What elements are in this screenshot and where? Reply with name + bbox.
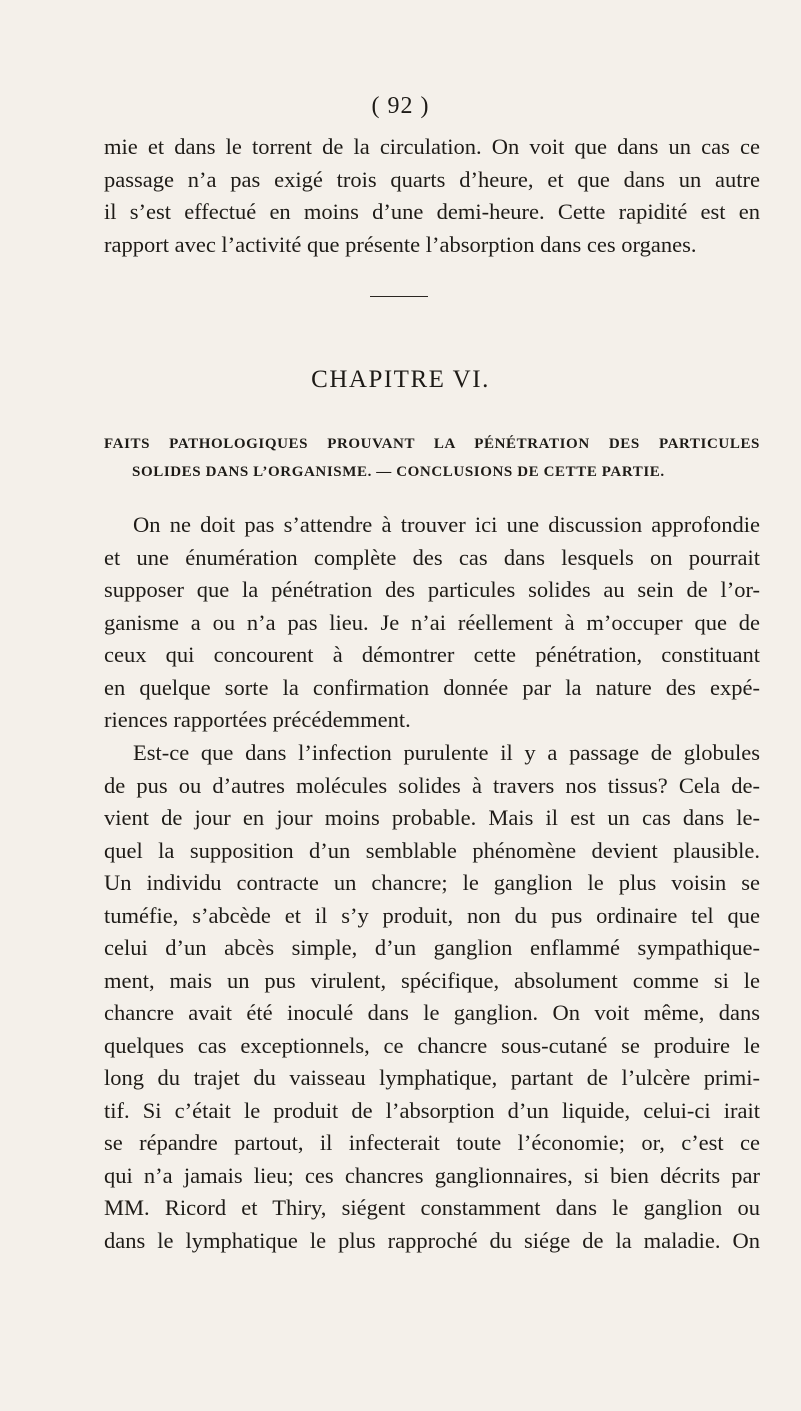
- text-line: de pus ou d’autres molécules solides à travers nos tissus? Cela de-: [104, 772, 760, 798]
- subtitle-line: SOLIDES DANS L’ORGANISME. — CONCLUSIONS DE CETTE PARTIE.: [132, 464, 665, 480]
- text-line: quelques cas exceptionnels, ce chancre sous-cutané se produire le: [104, 1032, 760, 1058]
- text-line: dans le lymphatique le plus rapproché du siége de la maladie. On: [104, 1227, 760, 1253]
- section-divider: [370, 296, 428, 297]
- text-line: mie et dans le torrent de la circulation. On voit que dans un cas ce: [104, 134, 760, 159]
- text-line: en quelque sorte la confirmation donnée par la nature des expé-: [104, 674, 760, 700]
- text-line: supposer que la pénétration des particules solides au sein de l’or-: [104, 577, 760, 602]
- text-line: ment, mais un pus virulent, spécifique, absolument comme si le: [104, 967, 760, 993]
- text-line: ganisme a ou n’a pas lieu. Je n’ai réellement à m’occuper que de: [104, 609, 760, 635]
- page-number: ( 92 ): [371, 93, 430, 119]
- text-line: MM. Ricord et Thiry, siégent constamment dans le ganglion ou: [104, 1195, 760, 1220]
- text-line: riences rapportées précédemment.: [104, 707, 411, 732]
- text-line: tuméfie, s’abcède et il s’y produit, non du pus ordinaire tel que: [104, 902, 760, 928]
- text-line: et une énumération complète des cas dans lesquels on pourrait: [104, 544, 760, 570]
- text-line: long du trajet du vaisseau lymphatique, partant de l’ulcère primi-: [104, 1065, 760, 1090]
- text-line: vient de jour en jour moins probable. Mais il est un cas dans le-: [104, 805, 760, 830]
- text-line: celui d’un abcès simple, d’un ganglion enflammé sympathique-: [104, 935, 760, 960]
- chapter-title: CHAPITRE VI.: [311, 366, 490, 393]
- chapter-subtitle: [104, 430, 760, 486]
- text-line: On ne doit pas s’attendre à trouver ici une discussion approfondie: [133, 512, 760, 537]
- text-line: Un individu contracte un chancre; le ganglion le plus voisin se: [104, 870, 760, 895]
- subtitle-line: FAITS PATHOLOGIQUES PROUVANT LA PÉNÉTRATION DES PARTICULES: [104, 436, 760, 452]
- text-line: quel la supposition d’un semblable phénomène devient plausible.: [104, 837, 760, 863]
- text-line: chancre avait été inoculé dans le ganglion. On voit même, dans: [104, 1000, 760, 1025]
- text-line: qui n’a jamais lieu; ces chancres ganglionnaires, si bien décrits par: [104, 1162, 760, 1188]
- paragraph-2: [104, 737, 760, 1257]
- text-line: Est-ce que dans l’infection purulente il y a passage de globules: [133, 740, 760, 765]
- text-line: il s’est effectué en moins d’une demi-heure. Cette rapidité est en: [104, 199, 760, 224]
- text-line: tif. Si c’était le produit de l’absorption d’un liquide, celui-ci irait: [104, 1097, 760, 1123]
- text-line: passage n’a pas exigé trois quarts d’heure, et que dans un autre: [104, 166, 760, 192]
- opening-text: [104, 131, 760, 261]
- text-line: se répandre partout, il infecterait toute l’économie; or, c’est ce: [104, 1130, 760, 1155]
- text-line: ceux qui concourent à démontrer cette pénétration, constituant: [104, 642, 760, 667]
- paragraph-1: [104, 509, 760, 737]
- text-line: rapport avec l’activité que présente l’absorption dans ces organes.: [104, 231, 697, 257]
